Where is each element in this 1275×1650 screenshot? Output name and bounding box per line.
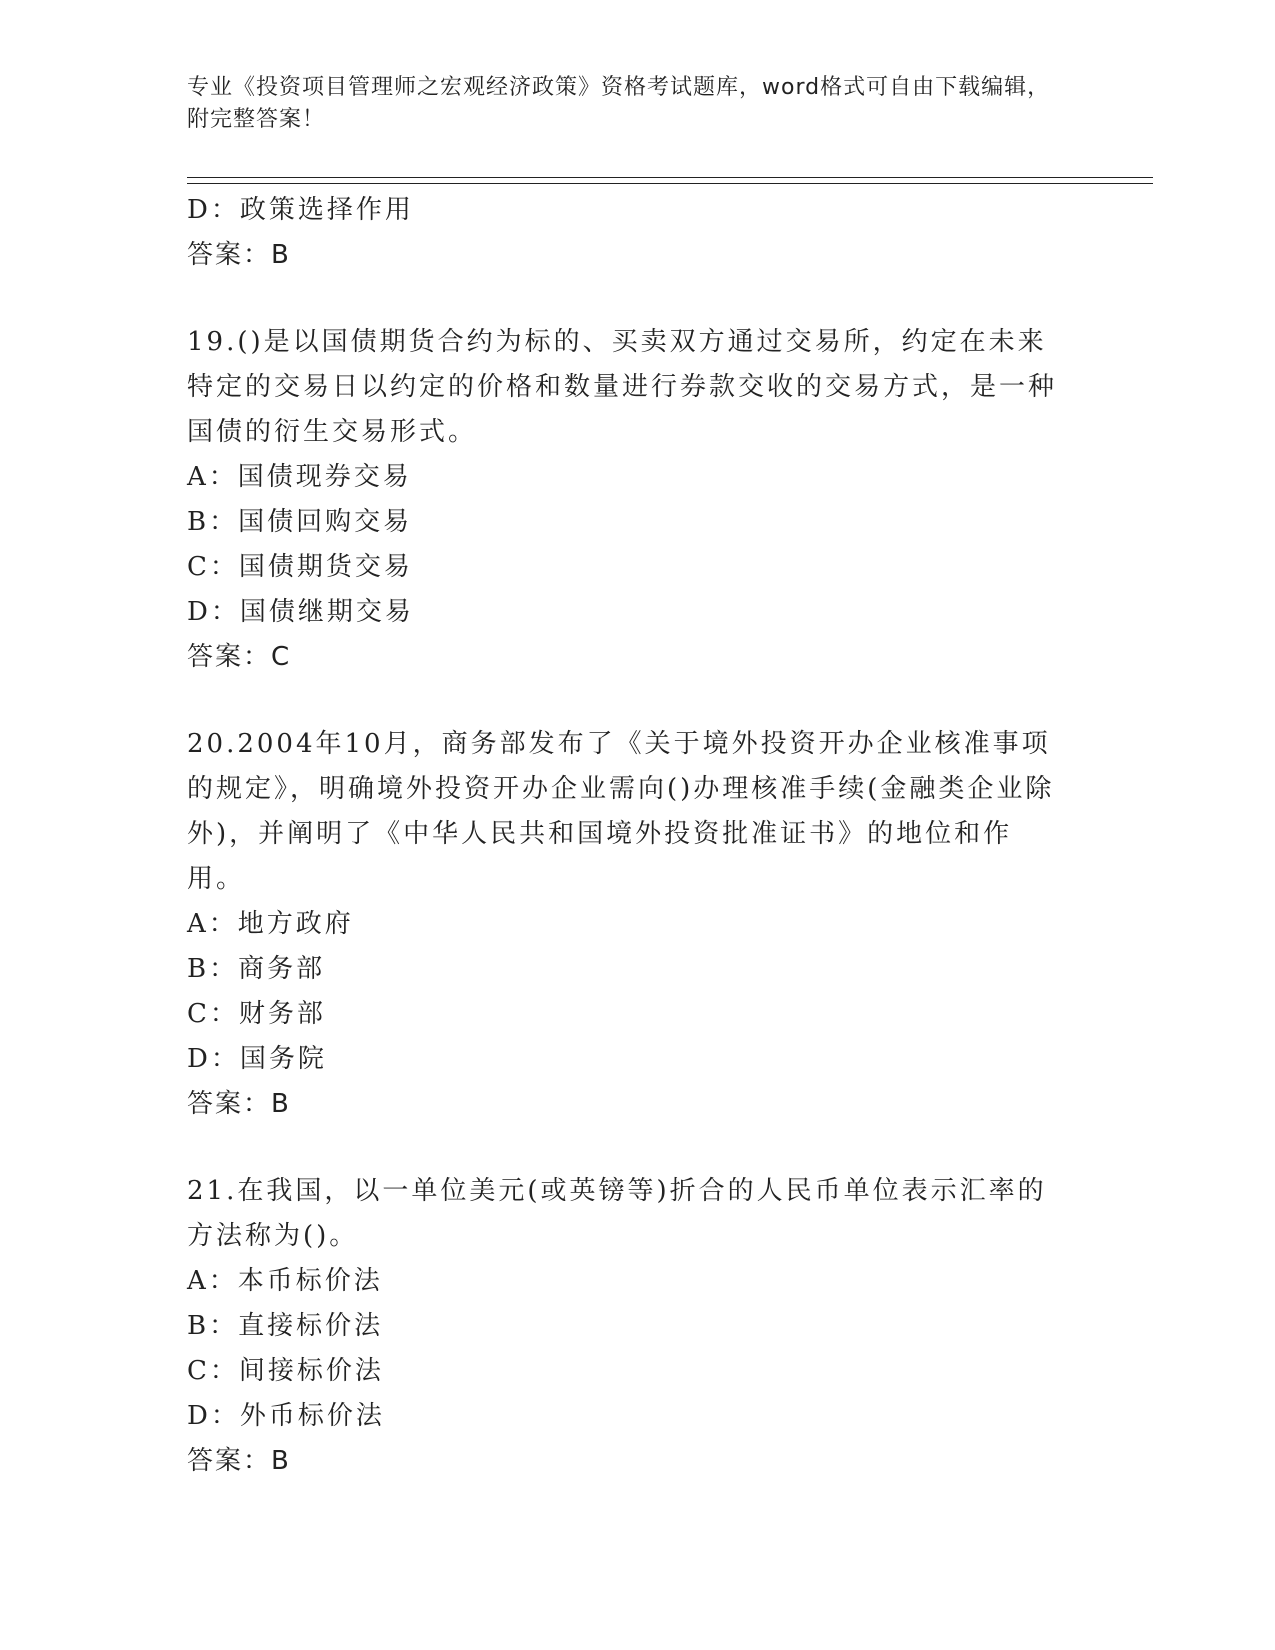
question-19 — [187, 320, 1067, 680]
question-21 — [187, 1169, 1067, 1484]
option-b: B：直接标价法 — [187, 1311, 384, 1341]
option-c: C：间接标价法 — [187, 1356, 384, 1386]
document-body — [187, 188, 1067, 1484]
answer: 答案：B — [187, 1446, 291, 1476]
option-a: A：地方政府 — [187, 909, 354, 939]
header-rule-bottom — [187, 183, 1153, 184]
question-20 — [187, 722, 1067, 1127]
option-b: B：国债回购交易 — [187, 507, 413, 537]
answer: 答案：C — [187, 642, 292, 672]
question-text: 21.在我国，以一单位美元(或英镑等)折合的人民币单位表示汇率的方法称为()。 — [187, 1176, 1047, 1251]
document-header: 专业《投资项目管理师之宏观经济政策》资格考试题库，word格式可自由下载编辑，附完整答案！ — [187, 75, 1051, 132]
option-d: D：国债继期交易 — [187, 597, 414, 627]
spacer — [187, 278, 1067, 320]
option-c: C：国债期货交易 — [187, 552, 413, 582]
option-d: D：外币标价法 — [187, 1401, 385, 1431]
option-a: A：本币标价法 — [187, 1266, 383, 1296]
option-d: D：国务院 — [187, 1044, 327, 1074]
header-rule-top — [187, 177, 1153, 178]
prev-answer: 答案：B — [187, 240, 291, 270]
option-a: A：国债现券交易 — [187, 462, 412, 492]
answer: 答案：B — [187, 1089, 291, 1119]
option-b: B：商务部 — [187, 954, 326, 984]
spacer — [187, 1127, 1067, 1169]
prev-option-d: D：政策选择作用 — [187, 195, 414, 225]
option-c: C：财务部 — [187, 999, 326, 1029]
spacer — [187, 680, 1067, 722]
question-text: 19.()是以国债期货合约为标的、买卖双方通过交易所，约定在未来特定的交易日以约定的价格和数量进行券款交收的交易方式，是一种国债的衍生交易形式。 — [187, 327, 1058, 447]
question-text: 20.2004年10月，商务部发布了《关于境外投资开办企业核准事项的规定》，明确境外投资开办企业需向()办理核准手续(金融类企业除外)，并阐明了《中华人民共和国境外投资批准证书》的地位和作用。 — [187, 729, 1055, 894]
